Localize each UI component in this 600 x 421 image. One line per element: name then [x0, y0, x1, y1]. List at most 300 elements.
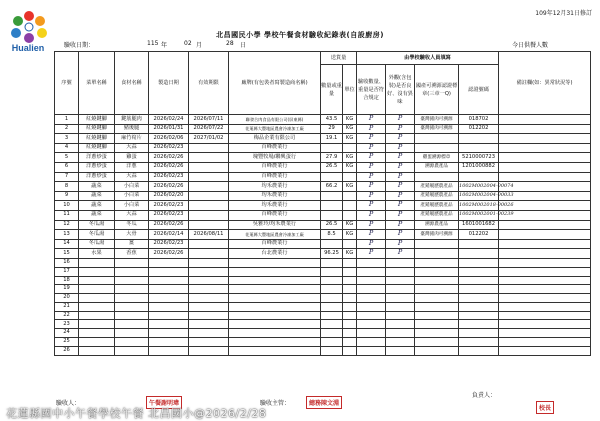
cell-trace-label: [415, 143, 459, 153]
cell-vendor: [229, 329, 321, 338]
table-row: [55, 220, 591, 230]
date-month-unit: 月: [196, 42, 203, 49]
cell-unit: [343, 294, 357, 303]
cell-dish: 紅燒鍵腳: [79, 134, 115, 144]
cell-remark: [499, 320, 591, 329]
cell-check-qty: [357, 267, 386, 276]
date-label: 驗收日期：: [64, 42, 95, 49]
cell-remark: [499, 162, 591, 172]
table-row: [55, 329, 591, 338]
checkmark-icon: P: [368, 248, 374, 257]
cell-ingredient: [115, 346, 149, 355]
checkmark-icon: P: [397, 181, 403, 190]
cell-cert-no: 1201000882: [459, 162, 499, 172]
cell-vendor: 吳雅玲/均禾農業行: [229, 220, 321, 230]
cell-exp-date: 2027/01/02: [189, 134, 229, 144]
cell-unit: [343, 329, 357, 338]
cell-check-quality: [386, 294, 415, 303]
cell-dish: 蔬菜: [79, 191, 115, 201]
date-month: 02: [184, 40, 192, 47]
cell-dish: [79, 320, 115, 329]
cell-cert-no: [459, 249, 499, 259]
cell-cert-no: 012202: [459, 124, 499, 134]
cell-trace-label: 產銷履歷農產品: [415, 201, 459, 211]
cell-dish: 紅燒鍵腳: [79, 143, 115, 153]
cell-quantity: [321, 338, 343, 347]
cell-cert-no: [459, 294, 499, 303]
checkmark-icon: P: [397, 219, 403, 228]
cell-exp-date: [189, 191, 229, 201]
cell-trace-label: 臺灣豬肉可溯源: [415, 230, 459, 240]
cell-dish: 蔬菜: [79, 182, 115, 192]
cell-dish: 蔬菜: [79, 201, 115, 211]
table-row: [55, 153, 591, 163]
cell-dish: 蔬菜: [79, 210, 115, 220]
col-dish: 菜單名稱: [79, 52, 115, 115]
date-day-unit: 日: [240, 42, 247, 49]
table-row: [55, 162, 591, 172]
cell-mfg-date: 2026/01/31: [149, 124, 189, 134]
cell-seq: 16: [55, 258, 79, 267]
cell-seq: 10: [55, 201, 79, 211]
checkmark-icon: P: [397, 123, 403, 132]
cell-ingredient: 洋蔥: [115, 162, 149, 172]
handwritten-cert-no: 1002M002018-00026: [459, 201, 514, 208]
table-row: [55, 311, 591, 320]
cell-exp-date: [189, 346, 229, 355]
cell-vendor: [229, 346, 321, 355]
cell-ingredient: 小白菜: [115, 201, 149, 211]
table-row: [55, 320, 591, 329]
cell-quantity: 27.9: [321, 153, 343, 163]
cell-trace-label: [415, 294, 459, 303]
cell-vendor: 均禾農業行: [229, 182, 321, 192]
cell-unit: [343, 239, 357, 249]
cell-trace-label: [415, 338, 459, 347]
cell-trace-label: [415, 346, 459, 355]
cell-quantity: [321, 329, 343, 338]
cell-seq: 17: [55, 267, 79, 276]
cell-unit: [343, 320, 357, 329]
cell-unit: KG: [343, 134, 357, 144]
cell-check-quality: [386, 346, 415, 355]
cell-dish: [79, 302, 115, 311]
cell-quantity: 29: [321, 124, 343, 134]
cell-quantity: [321, 294, 343, 303]
cell-exp-date: [189, 201, 229, 211]
cell-exp-date: [189, 162, 229, 172]
cell-mfg-date: 2026/02/24: [149, 115, 189, 125]
cell-exp-date: [189, 329, 229, 338]
principal-label: 負責人：: [472, 392, 497, 399]
table-row: [55, 210, 591, 220]
cell-dish: 洋蔥炒蛋: [79, 162, 115, 172]
cell-seq: 5: [55, 153, 79, 163]
cell-seq: 13: [55, 230, 79, 240]
cell-cert-no: [459, 311, 499, 320]
cell-exp-date: [189, 276, 229, 285]
cell-vendor: 百峰農業行: [229, 162, 321, 172]
cell-dish: 紅燒鍵腳: [79, 124, 115, 134]
col-ingredient: 食材名稱: [115, 52, 149, 115]
cell-ingredient: [115, 267, 149, 276]
supply-count-label: 今日供餐人數: [512, 42, 549, 49]
cell-check-qty: [357, 294, 386, 303]
cell-cert-no: [459, 285, 499, 294]
cell-check-qty: [357, 320, 386, 329]
checkmark-icon: P: [397, 229, 403, 238]
table-row: [55, 346, 591, 355]
cell-seq: 18: [55, 276, 79, 285]
checkmark-icon: P: [397, 190, 403, 199]
cell-check-quality: [386, 329, 415, 338]
col-exp-date: 有效期限: [189, 52, 229, 115]
checkmark-icon: P: [368, 238, 374, 247]
cell-ingredient: [115, 258, 149, 267]
cell-unit: [343, 143, 357, 153]
table-row: [55, 191, 591, 201]
cell-seq: 19: [55, 285, 79, 294]
cell-exp-date: [189, 182, 229, 192]
checkmark-icon: P: [397, 200, 403, 209]
cell-quantity: [321, 285, 343, 294]
cell-unit: [343, 267, 357, 276]
cell-cert-no: [459, 201, 514, 211]
cell-mfg-date: [149, 267, 189, 276]
cell-trace-label: 臺灣豬肉可溯源: [415, 115, 459, 125]
checkmark-icon: P: [368, 114, 374, 122]
cell-mfg-date: [149, 285, 189, 294]
date-year: 115: [147, 40, 159, 47]
cell-vendor: 百峰農業行: [229, 143, 321, 153]
cell-mfg-date: [149, 320, 189, 329]
cell-check-qty: [357, 329, 386, 338]
cell-remark: [499, 258, 591, 267]
checkmark-icon: P: [368, 171, 374, 180]
cell-check-quality: [386, 258, 415, 267]
cell-quantity: 8.5: [321, 230, 343, 240]
cell-exp-date: [189, 143, 229, 153]
cell-remark: [499, 302, 591, 311]
cell-cert-no: 5210000723: [459, 153, 499, 163]
cell-unit: [343, 172, 357, 182]
cell-exp-date: [189, 258, 229, 267]
table-row: [55, 302, 591, 311]
cell-vendor: [229, 276, 321, 285]
cell-check-quality: [386, 302, 415, 311]
cell-seq: 26: [55, 346, 79, 355]
cell-trace-label: [415, 267, 459, 276]
cell-ingredient: [115, 276, 149, 285]
cell-unit: [343, 338, 357, 347]
cell-exp-date: 2026/07/11: [189, 115, 229, 125]
cell-ingredient: [115, 329, 149, 338]
cell-unit: [343, 201, 357, 211]
table-row: [55, 285, 591, 294]
cell-quantity: 26.5: [321, 162, 343, 172]
cell-dish: [79, 346, 115, 355]
cell-seq: 15: [55, 249, 79, 259]
cell-cert-no: [459, 258, 499, 267]
supervisor-label: 驗收主管：: [260, 400, 291, 407]
cell-quantity: [321, 346, 343, 355]
cell-cert-no: [459, 210, 514, 220]
cell-mfg-date: 2026/02/06: [149, 134, 189, 144]
page-title: 北昌國民小學 學校午餐食材驗收紀錄表(自設廚房): [216, 31, 384, 39]
cell-mfg-date: [149, 302, 189, 311]
cell-ingredient: 麻竹筍片: [115, 134, 149, 144]
cell-dish: [79, 267, 115, 276]
inspection-table: [54, 51, 591, 356]
checkmark-icon: P: [368, 190, 374, 199]
cell-dish: 洋蔥炒蛋: [79, 153, 115, 163]
cell-dish: [79, 276, 115, 285]
cell-dish: [79, 311, 115, 320]
cell-unit: [343, 285, 357, 294]
col-unit: 單位: [343, 65, 357, 115]
cell-mfg-date: [149, 346, 189, 355]
cell-check-qty: [357, 302, 386, 311]
cell-mfg-date: [149, 329, 189, 338]
cell-remark: [499, 134, 591, 144]
cell-ingredient: [115, 338, 149, 347]
cell-ingredient: 豬後腿: [115, 124, 149, 134]
cell-vendor: 花蓮縣大豐地區農會冷凍加工廠: [229, 230, 321, 240]
cell-dish: 洋蔥炒蛋: [79, 172, 115, 182]
col-cert-no: 認證號碼: [459, 65, 499, 115]
cell-check-qty: [357, 338, 386, 347]
cell-cert-no: [459, 329, 499, 338]
cell-exp-date: [189, 220, 229, 230]
cell-mfg-date: 2026/02/14: [149, 230, 189, 240]
cell-dish: [79, 329, 115, 338]
cell-exp-date: [189, 239, 229, 249]
checkmark-icon: P: [397, 248, 403, 257]
cell-quantity: 96.25: [321, 249, 343, 259]
cell-seq: 2: [55, 124, 79, 134]
cell-cert-no: 018702: [459, 115, 499, 125]
cell-exp-date: 2026/08/11: [189, 230, 229, 240]
col-vendor: 廠牌(有包裝者寫製造商名稱): [229, 52, 321, 115]
col-remark: 備註欄(如：異常狀況等): [499, 52, 591, 115]
cell-remark: [499, 153, 591, 163]
col-quantity: 數量或重量: [321, 65, 343, 115]
table-row: [55, 338, 591, 347]
cell-quantity: [321, 320, 343, 329]
cell-seq: 22: [55, 311, 79, 320]
cell-remark: [499, 172, 591, 182]
cell-ingredient: 大蒜: [115, 172, 149, 182]
cell-check-qty: [357, 311, 386, 320]
cell-quantity: [321, 143, 343, 153]
cell-dish: [79, 258, 115, 267]
checkmark-icon: P: [368, 209, 374, 218]
cell-quantity: [321, 276, 343, 285]
cell-remark: [499, 276, 591, 285]
cell-unit: [343, 276, 357, 285]
inspector-stamp: 午餐謝明瑋: [146, 396, 182, 409]
cell-quantity: [321, 267, 343, 276]
cell-trace-label: [415, 172, 459, 182]
cell-exp-date: [189, 320, 229, 329]
col-seq: 序號: [55, 52, 79, 115]
cell-ingredient: 大蒜: [115, 210, 149, 220]
cell-exp-date: [189, 153, 229, 163]
cell-cert-no: [459, 320, 499, 329]
cell-ingredient: 鍵筋腿肉: [115, 115, 149, 125]
cell-vendor: [229, 338, 321, 347]
table-row: [55, 267, 591, 276]
col-inspect-qty: 驗收數量、重量是否符合規定: [357, 65, 386, 115]
cell-ingredient: 雞蛋: [115, 153, 149, 163]
cell-dish: 水果: [79, 249, 115, 259]
cell-trace-label: 溯源農產品: [415, 162, 459, 172]
checkmark-icon: P: [397, 142, 403, 151]
cell-seq: 11: [55, 210, 79, 220]
cell-vendor: [229, 258, 321, 267]
cell-vendor: 百峰農業行: [229, 239, 321, 249]
inspector-label: 驗收人：: [56, 400, 81, 407]
cell-check-qty: [357, 258, 386, 267]
cell-trace-label: [415, 258, 459, 267]
cell-unit: [343, 258, 357, 267]
cell-unit: KG: [343, 220, 357, 230]
cell-seq: 3: [55, 134, 79, 144]
cell-ingredient: 大蒜: [115, 143, 149, 153]
cell-vendor: [229, 294, 321, 303]
cell-quantity: 66.2: [321, 182, 343, 192]
principal-stamp: 校長: [536, 401, 554, 414]
table-row: [55, 249, 591, 259]
cell-quantity: [321, 302, 343, 311]
cell-exp-date: [189, 302, 229, 311]
cell-cert-no: [459, 302, 499, 311]
cell-mfg-date: 2026/02/26: [149, 182, 189, 192]
table-row: [55, 294, 591, 303]
checkmark-icon: P: [397, 171, 403, 180]
cell-remark: [499, 346, 591, 355]
cell-ingredient: [115, 302, 149, 311]
cell-trace-label: [415, 276, 459, 285]
table-row: [55, 182, 591, 192]
cell-quantity: [321, 191, 343, 201]
checkmark-icon: P: [368, 161, 374, 170]
cell-remark: [499, 285, 591, 294]
cell-exp-date: [189, 338, 229, 347]
cell-quantity: [321, 201, 343, 211]
cell-exp-date: [189, 294, 229, 303]
table-row: [55, 230, 591, 240]
cell-dish: 冬瓜湯: [79, 230, 115, 240]
cell-dish: [79, 338, 115, 347]
cell-ingredient: 大骨: [115, 230, 149, 240]
cell-vendor: [229, 302, 321, 311]
checkmark-icon: P: [368, 123, 374, 132]
cell-cert-no: [459, 191, 514, 201]
cell-check-quality: [386, 311, 415, 320]
cell-vendor: 聯發合肉食品有限公司(屏東縣): [229, 115, 321, 125]
cell-seq: 14: [55, 239, 79, 249]
cell-remark: [499, 329, 591, 338]
cell-check-quality: [386, 249, 415, 259]
table-row: [55, 134, 591, 144]
cell-remark: [499, 338, 591, 347]
cell-check-quality: [386, 285, 415, 294]
cell-exp-date: [189, 249, 229, 259]
photo-watermark: 花蓮縣國中小午餐學校午餐 北昌國小@2026/2/28: [6, 407, 267, 420]
cell-dish: [79, 294, 115, 303]
cell-dish: [79, 285, 115, 294]
cell-vendor: [229, 285, 321, 294]
cell-check-quality: [386, 276, 415, 285]
cell-check-quality: [386, 320, 415, 329]
cell-cert-no: [459, 338, 499, 347]
cell-quantity: 26.5: [321, 220, 343, 230]
cell-ingredient: 小白菜: [115, 182, 149, 192]
cell-mfg-date: 2026/02/26: [149, 153, 189, 163]
cell-cert-no: [459, 134, 499, 144]
cell-check-quality: [386, 267, 415, 276]
cell-trace-label: [415, 329, 459, 338]
cell-seq: 25: [55, 338, 79, 347]
cell-seq: 21: [55, 302, 79, 311]
checkmark-icon: P: [368, 229, 374, 238]
cell-seq: 24: [55, 329, 79, 338]
checkmark-icon: P: [368, 133, 374, 142]
cell-vendor: 百峰農業行: [229, 210, 321, 220]
cell-mfg-date: 2026/02/26: [149, 220, 189, 230]
cell-mfg-date: 2026/02/26: [149, 162, 189, 172]
cell-cert-no: [459, 276, 499, 285]
cell-remark: [499, 143, 591, 153]
col-inspect-quality: 外觀(含包裝)是否良好、沒有異味: [386, 65, 415, 115]
cell-trace-label: 溯源農產品: [415, 220, 459, 230]
table-row: [55, 239, 591, 249]
cell-check-quality: [386, 338, 415, 347]
cell-exp-date: [189, 285, 229, 294]
cell-exp-date: [189, 267, 229, 276]
cell-trace-label: [415, 239, 459, 249]
cell-remark: [499, 249, 591, 259]
cell-quantity: [321, 311, 343, 320]
cell-vendor: 塊豐牧場/聯興蛋行: [229, 153, 321, 163]
cell-quantity: 43.5: [321, 115, 343, 125]
cell-mfg-date: [149, 276, 189, 285]
cell-mfg-date: 2026/02/23: [149, 210, 189, 220]
col-inspection-group: 由學校驗收人員填寫: [357, 52, 499, 65]
cell-remark: [499, 124, 591, 134]
cell-cert-no: [459, 182, 514, 192]
checkmark-icon: P: [397, 238, 403, 247]
cell-seq: 8: [55, 182, 79, 192]
cell-quantity: 19.1: [321, 134, 343, 144]
handwritten-cert-no: 1002M002004-00074: [459, 182, 514, 189]
cell-ingredient: [115, 285, 149, 294]
cell-seq: 1: [55, 115, 79, 125]
cell-mfg-date: 2026/02/26: [149, 249, 189, 259]
cell-vendor: 台北農業行: [229, 249, 321, 259]
cell-vendor: [229, 267, 321, 276]
cell-vendor: [229, 311, 321, 320]
cell-seq: 7: [55, 172, 79, 182]
table-row: [55, 143, 591, 153]
cell-seq: 20: [55, 294, 79, 303]
cell-trace-label: [415, 302, 459, 311]
table-row: [55, 124, 591, 134]
cell-remark: [499, 267, 591, 276]
cell-seq: 6: [55, 162, 79, 172]
col-mfg-date: 製造日期: [149, 52, 189, 115]
